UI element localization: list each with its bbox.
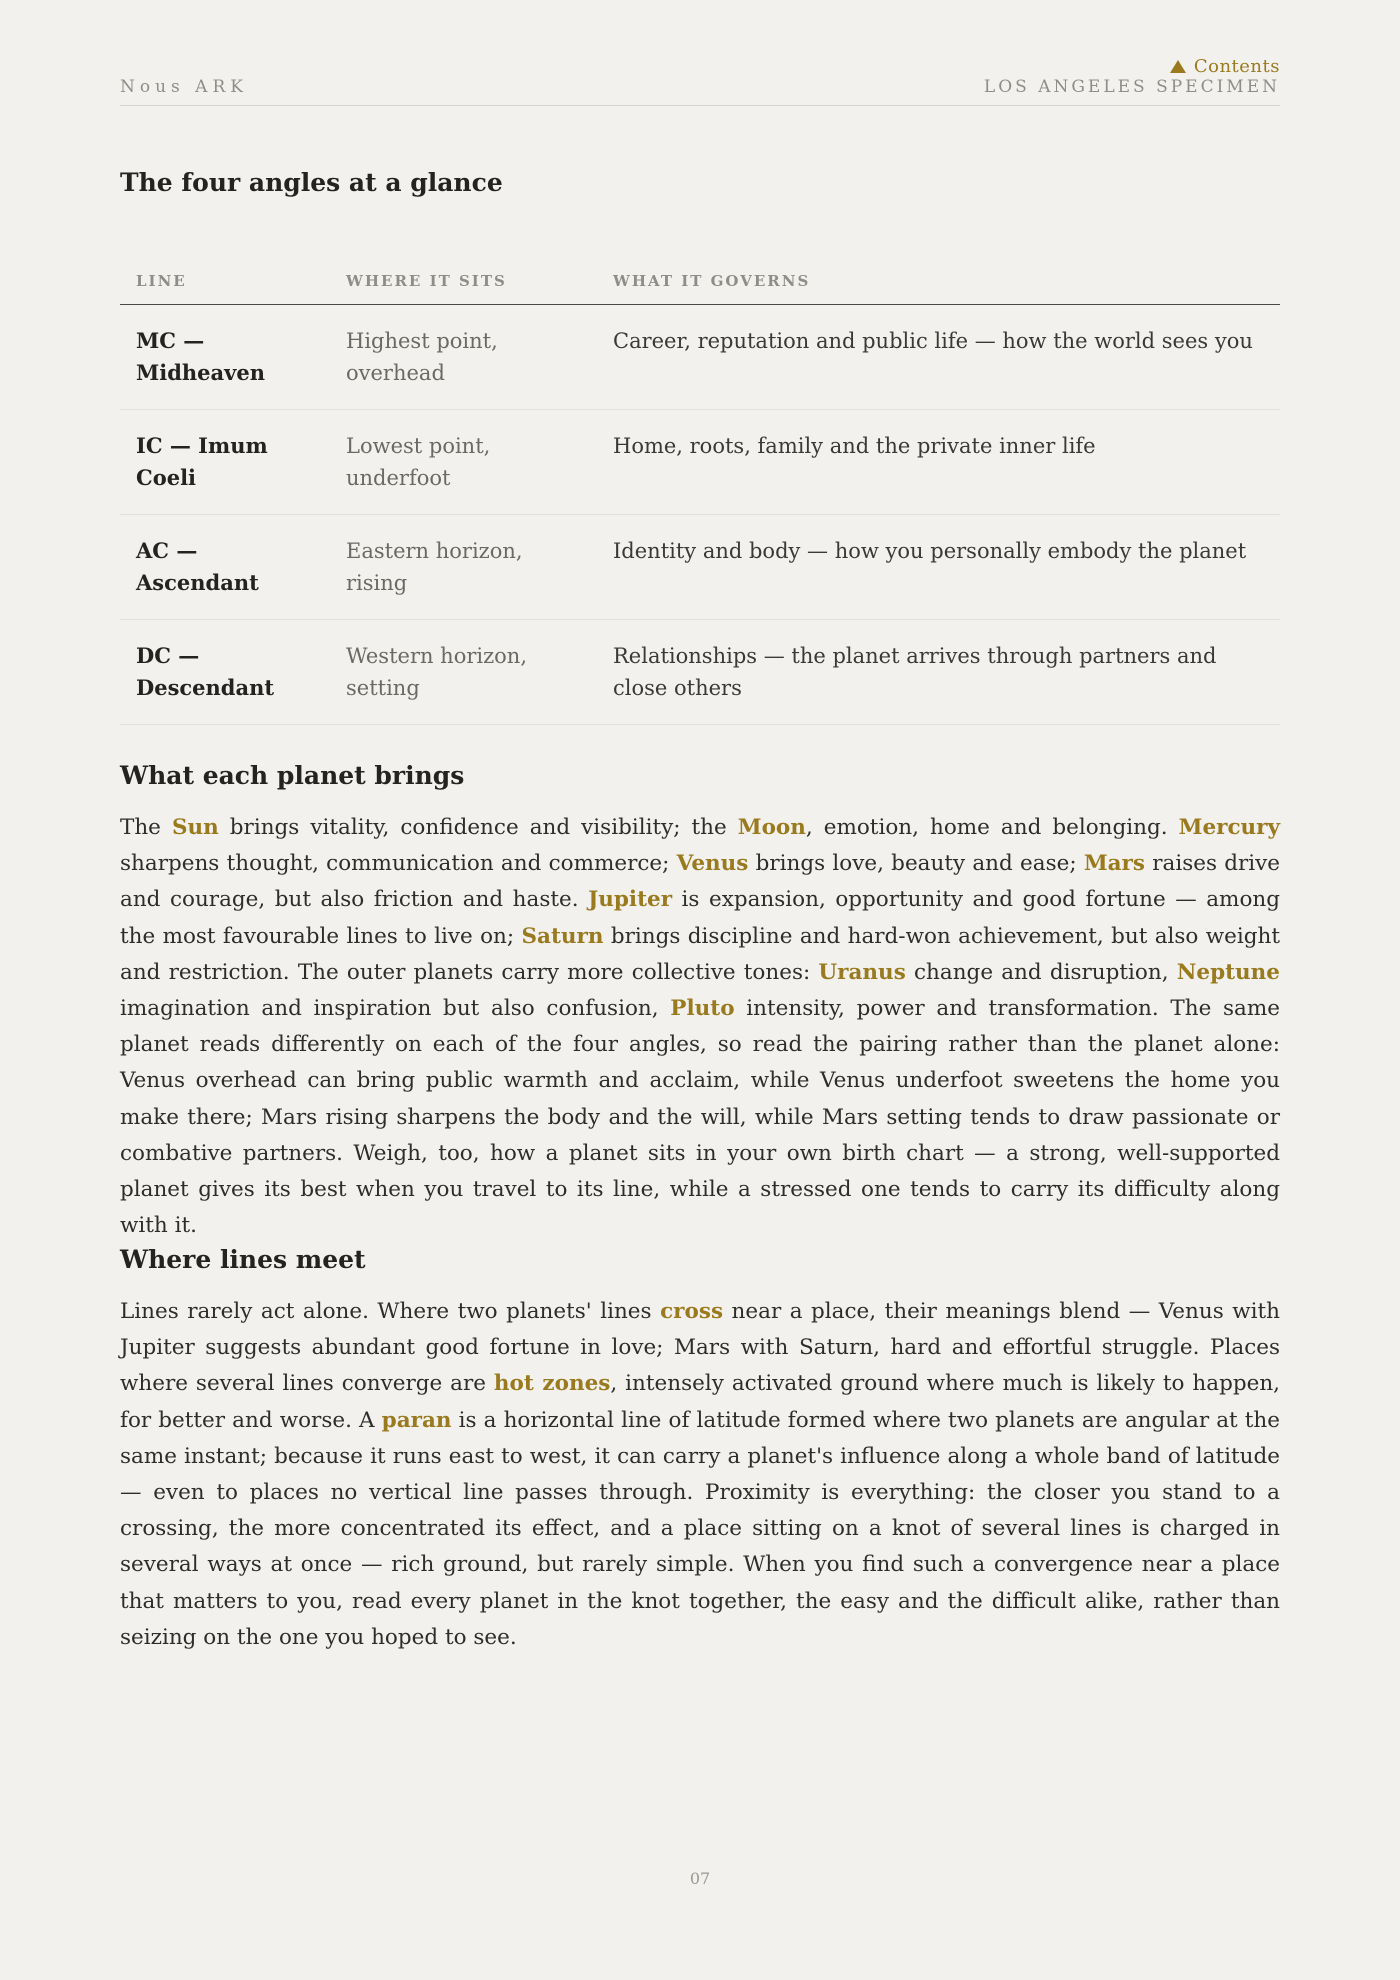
text-run: brings discipline and hard-won achievement, but also weight and restriction. The outer planets carry more collective tones: bbox=[120, 923, 1280, 985]
table-row bbox=[120, 620, 1280, 725]
cell-where: Western horizon, setting bbox=[330, 620, 597, 725]
text-run: is expansion, opportunity and good fortune — among the most favourable lines to live on; bbox=[120, 887, 1280, 949]
highlighted-term: Moon bbox=[737, 815, 806, 840]
page-number: 07 bbox=[689, 1869, 711, 1888]
cell-governs: Relationships — the planet arrives through partners and close others bbox=[597, 620, 1280, 725]
text-run: imagination and inspiration but also confusion, bbox=[120, 996, 671, 1022]
cell-governs: Home, roots, family and the private inner life bbox=[597, 410, 1280, 515]
text-run: is a horizontal line of latitude formed where two planets are angular at the same instant; because it runs east to west, it can carry a planet's influence along a whole band of latitude — even to places no vertical line passes through. Proximity is everything: the closer you stand to a crossing, the more concentrated its effect, and a place sitting on a knot of several lines is charged in several ways at once — rich ground, but rarely simple. When you find such a convergence near a place that matters to you, read every planet in the knot together, the easy and the difficult alike, rather than seizing on the one you hoped to see. bbox=[120, 1407, 1280, 1650]
text-run: , intensely activated ground where much is likely to happen, for better and worse. A bbox=[120, 1371, 1281, 1433]
column-header-governs: WHAT IT GOVERNS bbox=[597, 266, 1280, 305]
highlighted-term: hot zones bbox=[493, 1371, 611, 1397]
cell-line: IC — Imum Coeli bbox=[120, 410, 330, 515]
cell-line: MC — Midheaven bbox=[120, 305, 330, 410]
text-run: raises drive and courage, but also friction and haste. bbox=[120, 851, 1281, 913]
text-run: The bbox=[120, 815, 172, 840]
cell-governs: Career, reputation and public life — how the world sees you bbox=[597, 305, 1280, 410]
planets-paragraph bbox=[120, 810, 1280, 1244]
highlighted-term: Sun bbox=[171, 815, 219, 840]
table-row bbox=[120, 410, 1280, 515]
planets-heading: What each planet brings bbox=[120, 761, 465, 790]
highlighted-term: Mars bbox=[1083, 851, 1145, 877]
table-header-row bbox=[120, 266, 1280, 305]
highlighted-term: Jupiter bbox=[588, 887, 673, 913]
running-head bbox=[120, 77, 1280, 106]
text-run: brings vitality, confidence and visibility; the bbox=[218, 815, 738, 840]
angles-heading: The four angles at a glance bbox=[120, 168, 503, 197]
highlighted-term: cross bbox=[660, 1299, 724, 1324]
header-brand: Nous ARK bbox=[120, 77, 248, 97]
meet-heading: Where lines meet bbox=[120, 1245, 366, 1274]
text-run: sharpens thought, communication and commerce; bbox=[120, 851, 677, 877]
highlighted-term: Mercury bbox=[1178, 815, 1280, 840]
cell-where: Lowest point, underfoot bbox=[330, 410, 597, 515]
highlighted-term: Venus bbox=[676, 851, 749, 877]
cell-where: Eastern horizon, rising bbox=[330, 515, 597, 620]
text-run: , emotion, home and belonging. bbox=[805, 815, 1179, 840]
text-run: near a place, their meanings blend — Venus with Jupiter suggests abundant good fortune in love; Mars with Saturn, hard and effortful struggle. Places where several lines converge are bbox=[120, 1299, 1281, 1397]
cell-line: AC — Ascendant bbox=[120, 515, 330, 620]
cell-line: DC — Descendant bbox=[120, 620, 330, 725]
triangle-up-icon bbox=[1170, 60, 1186, 73]
meet-paragraph bbox=[120, 1294, 1280, 1656]
text-run: intensity, power and transformation. The same planet reads differently on each of the four angles, so read the pairing rather than the planet alone: Venus overhead can bring public warmth and acclaim, while Venus underfoot sweetens the home you make there; Mars rising sharpens the body and the will, while Mars setting tends to draw passionate or combative partners. Weigh, too, how a planet sits in your own birth chart — a strong, well-supported planet gives its best when you travel to its line, while a stressed one tends to carry its difficulty along with it. bbox=[120, 996, 1280, 1239]
text-run: change and disruption, bbox=[905, 959, 1177, 985]
highlighted-term: Saturn bbox=[521, 923, 604, 949]
highlighted-term: Neptune bbox=[1176, 959, 1280, 985]
column-header-where: WHERE IT SITS bbox=[330, 266, 597, 305]
header-specimen: LOS ANGELES SPECIMEN bbox=[983, 77, 1280, 97]
table-row bbox=[120, 305, 1280, 410]
contents-link[interactable] bbox=[1170, 56, 1280, 77]
text-run: Lines rarely act alone. Where two planets' lines bbox=[120, 1299, 661, 1324]
cell-where: Highest point, overhead bbox=[330, 305, 597, 410]
highlighted-term: paran bbox=[381, 1407, 452, 1433]
table-row bbox=[120, 515, 1280, 620]
contents-label: Contents bbox=[1193, 56, 1280, 77]
highlighted-term: Uranus bbox=[818, 959, 906, 985]
highlighted-term: Pluto bbox=[670, 996, 735, 1022]
cell-governs: Identity and body — how you personally embody the planet bbox=[597, 515, 1280, 620]
angles-table bbox=[120, 266, 1280, 725]
text-run: brings love, beauty and ease; bbox=[748, 851, 1084, 877]
column-header-line: LINE bbox=[120, 266, 330, 305]
